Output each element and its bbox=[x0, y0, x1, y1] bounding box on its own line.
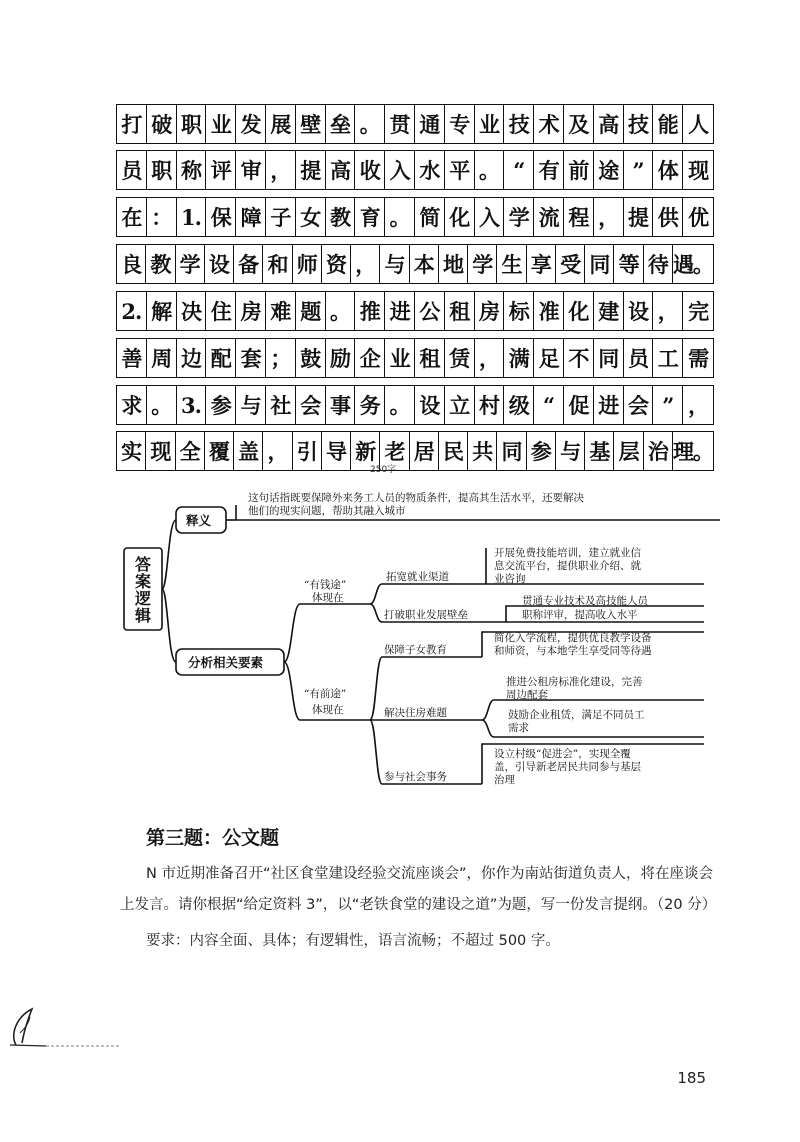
requirements-line: 要求：内容全面、具体；有逻辑性，语言流畅；不超过 500 字。 bbox=[146, 933, 560, 949]
answer-grid-cell: 工 bbox=[653, 339, 683, 377]
answer-grid-cell: 称 bbox=[177, 151, 207, 189]
detail-social: 设立村级“促进会”，实现全覆 bbox=[494, 748, 631, 760]
answer-grid-cell: 化 bbox=[445, 198, 475, 236]
answer-grid-cell: 企 bbox=[355, 339, 385, 377]
answer-grid-cell: 简 bbox=[415, 198, 445, 236]
answer-grid-cell: 引 bbox=[293, 432, 322, 470]
l3-social: 参与社会事务 bbox=[384, 771, 447, 783]
answer-grid-cell: ” bbox=[624, 151, 654, 189]
answer-grid-cell: 待 bbox=[644, 245, 673, 283]
answer-grid-cell: 学 bbox=[176, 245, 205, 283]
answer-grid-cell: 体 bbox=[653, 151, 683, 189]
answer-grid-cell: 受 bbox=[556, 245, 585, 283]
answer-grid-cell: 同 bbox=[497, 432, 526, 470]
answer-grid-cell: 全 bbox=[176, 432, 205, 470]
root-char: 答 bbox=[134, 555, 152, 574]
answer-grid-cell: 学 bbox=[468, 245, 497, 283]
answer-grid-cell: 教 bbox=[326, 198, 356, 236]
money-label: 体现在 bbox=[312, 592, 344, 604]
answer-grid-cell: 治 bbox=[644, 432, 673, 470]
detail-break: 职称评审，提高收入水平 bbox=[522, 609, 638, 621]
answer-grid-cell: 和 bbox=[263, 245, 292, 283]
answer-grid-cell: 职 bbox=[177, 105, 207, 143]
answer-grid-cell: 房 bbox=[475, 292, 505, 330]
answer-grid-cell: 设 bbox=[624, 292, 654, 330]
answer-grid-cell: 优 bbox=[688, 205, 709, 230]
answer-grid-cell: 参 bbox=[206, 386, 236, 424]
answer-grid-cell: 务 bbox=[355, 386, 385, 424]
answer-grid-cell: 参 bbox=[527, 432, 556, 470]
answer-grid-cell: 地 bbox=[439, 245, 468, 283]
answer-grid-cell: 同 bbox=[594, 339, 624, 377]
answer-grid-cell: 住 bbox=[206, 292, 236, 330]
answer-grid-cell: 边 bbox=[177, 339, 207, 377]
answer-grid-cell: 建 bbox=[594, 292, 624, 330]
answer-grid-cell: 壁 bbox=[296, 105, 326, 143]
answer-grid-cell: 水 bbox=[415, 151, 445, 189]
answer-grid-cell: 技 bbox=[624, 105, 654, 143]
answer-grid-cell: 提 bbox=[296, 151, 326, 189]
answer-grid-cell: 供 bbox=[653, 198, 683, 236]
answer-grid-cell: 入 bbox=[475, 198, 505, 236]
answer-grid-cell: 有 bbox=[534, 151, 564, 189]
answer-grid-cell: 享 bbox=[527, 245, 556, 283]
answer-grid-cell: 促 bbox=[564, 386, 594, 424]
answer-grid-cell: 业 bbox=[385, 339, 415, 377]
answer-grid-cell: 破 bbox=[147, 105, 177, 143]
answer-grid-cell: 垒 bbox=[326, 105, 356, 143]
answer-grid-cell: 完 bbox=[688, 299, 709, 324]
answer-grid-cell: 术 bbox=[534, 105, 564, 143]
answer-grid-cell: 覆 bbox=[205, 432, 234, 470]
answer-grid-cell: 审 bbox=[236, 151, 266, 189]
answer-grid-cell: 满 bbox=[504, 339, 534, 377]
detail-expand: 开展免费技能培训，建立就业信 bbox=[494, 547, 641, 559]
answer-grid-cell: 高 bbox=[326, 151, 356, 189]
answer-grid-cell: 生 bbox=[497, 245, 526, 283]
answer-grid-cell: 盖 bbox=[234, 432, 263, 470]
answer-grid-cell: 专 bbox=[445, 105, 475, 143]
l3-expand: 拓宽就业渠道 bbox=[386, 571, 449, 583]
answer-grid-cell: 。 bbox=[147, 386, 177, 424]
answer-grid-cell: 励 bbox=[326, 339, 356, 377]
root-char: 案 bbox=[134, 572, 152, 591]
answer-grid-cell: 2. bbox=[117, 292, 147, 330]
answer-grid-cell: 人 bbox=[688, 112, 709, 137]
answer-grid-cell: 居 bbox=[410, 432, 439, 470]
answer-grid-cell: 准 bbox=[534, 292, 564, 330]
answer-grid-cell: ， bbox=[351, 245, 380, 283]
answer-grid-cell: 与 bbox=[556, 432, 585, 470]
detail-edu: 和师资，与本地学生享受同等待遇 bbox=[494, 645, 652, 657]
answer-grid-cell: 遇。 bbox=[673, 252, 713, 277]
answer-grid-cell: ， bbox=[594, 198, 624, 236]
meaning-text: 这句话指既要保障外来务工人员的物质条件，提高其生活水平，还要解决 bbox=[248, 492, 584, 504]
answer-grid-cell: 员 bbox=[624, 339, 654, 377]
answer-grid-cell: 备 bbox=[234, 245, 263, 283]
detail-house-a: 推进公租房标准化建设，完善 bbox=[506, 676, 643, 688]
detail-edu: 简化入学流程，提供优良教学设备 bbox=[494, 632, 652, 644]
detail-house-b: 鼓励企业租赁，满足不同员工 bbox=[508, 709, 645, 721]
detail-expand: 息交流平台，提供职业介绍、就 bbox=[494, 560, 641, 572]
answer-grid-cell: 在 bbox=[117, 198, 147, 236]
answer-grid-cell: 周 bbox=[147, 339, 177, 377]
answer-grid-cell: 导 bbox=[322, 432, 351, 470]
answer-grid-cell: 求 bbox=[117, 386, 147, 424]
answer-grid-cell: 社 bbox=[266, 386, 296, 424]
answer-grid-cell: 村 bbox=[475, 386, 505, 424]
detail-break: 贯通专业技术及高技能人员 bbox=[522, 595, 648, 607]
answer-grid-cell: 基 bbox=[585, 432, 614, 470]
answer-grid-cell: 良 bbox=[117, 245, 146, 283]
answer-grid-cell: ， bbox=[688, 393, 709, 418]
answer-grid-cell: 现 bbox=[146, 432, 175, 470]
answer-grid-cell: 足 bbox=[534, 339, 564, 377]
answer-grid-cell: 本 bbox=[410, 245, 439, 283]
detail-social: 治理 bbox=[494, 774, 515, 786]
answer-grid-cell: 。 bbox=[385, 386, 415, 424]
answer-grid-cell: 事 bbox=[326, 386, 356, 424]
answer-grid-cell: 能 bbox=[653, 105, 683, 143]
meaning-text: 他们的现实问题，帮助其融入城市 bbox=[248, 505, 406, 517]
future-label: “有前途” bbox=[304, 688, 347, 700]
l3-break: 打破职业发展壁垒 bbox=[384, 609, 468, 621]
money-label: “有钱途” bbox=[304, 579, 347, 591]
answer-grid-cell: 会 bbox=[296, 386, 326, 424]
answer-grid-cell: 高 bbox=[594, 105, 624, 143]
answer-grid-cell: 等 bbox=[614, 245, 643, 283]
answer-grid-cell: 业 bbox=[206, 105, 236, 143]
answer-grid-cell: 化 bbox=[564, 292, 594, 330]
answer-grid-cell: 配 bbox=[206, 339, 236, 377]
answer-grid-cell: 保 bbox=[206, 198, 236, 236]
answer-grid-cell: 租 bbox=[445, 292, 475, 330]
section-title: 第三题：公文题 bbox=[146, 827, 280, 849]
answer-grid-cell: ， bbox=[263, 432, 292, 470]
answer-grid-cell: 程 bbox=[564, 198, 594, 236]
answer-grid-cell: 实 bbox=[117, 432, 146, 470]
answer-grid-cell: 同 bbox=[585, 245, 614, 283]
root-char: 逻 bbox=[134, 589, 152, 608]
answer-grid-cell: 设 bbox=[415, 386, 445, 424]
answer-grid-cell: 进 bbox=[385, 292, 415, 330]
answer-grid-cell: 设 bbox=[205, 245, 234, 283]
answer-grid-cell: 标 bbox=[504, 292, 534, 330]
answer-grid-cell: 打 bbox=[117, 105, 147, 143]
branch-meaning: 释义 bbox=[186, 513, 212, 528]
answer-grid-cell: 赁 bbox=[445, 339, 475, 377]
answer-grid-cell: 子 bbox=[266, 198, 296, 236]
answer-grid-cell: 。 bbox=[385, 198, 415, 236]
answer-grid-cell: 需 bbox=[688, 346, 709, 371]
answer-grid-cell: ， bbox=[475, 339, 505, 377]
answer-grid-cell: “ bbox=[534, 386, 564, 424]
answer-grid-cell: 立 bbox=[445, 386, 475, 424]
l3-house: 解决住房难题 bbox=[384, 707, 447, 719]
answer-grid-cell: 老 bbox=[380, 432, 409, 470]
answer-grid-cell: ” bbox=[653, 386, 683, 424]
answer-grid-cell: 收 bbox=[355, 151, 385, 189]
answer-grid-cell: 技 bbox=[504, 105, 534, 143]
answer-grid-cell: 房 bbox=[236, 292, 266, 330]
answer-grid-cell: 发 bbox=[236, 105, 266, 143]
page-number: 185 bbox=[677, 1069, 706, 1087]
answer-grid-cell: 通 bbox=[415, 105, 445, 143]
answer-grid-cell: 前 bbox=[564, 151, 594, 189]
detail-social: 盖，引导新老居民共同参与基层 bbox=[494, 761, 641, 773]
answer-grid-cell: ， bbox=[653, 292, 683, 330]
answer-grid-cell: 障 bbox=[236, 198, 266, 236]
answer-grid-cell: 学 bbox=[504, 198, 534, 236]
answer-grid-cell: 与 bbox=[380, 245, 409, 283]
answer-grid-cell: 共 bbox=[468, 432, 497, 470]
answer-grid-cell: 鼓 bbox=[296, 339, 326, 377]
answer-grid-cell: 题 bbox=[296, 292, 326, 330]
answer-grid-cell: 3. bbox=[177, 386, 207, 424]
detail-expand: 业咨询 bbox=[494, 573, 526, 585]
answer-grid-cell: 师 bbox=[293, 245, 322, 283]
answer-grid-cell: 。 bbox=[326, 292, 356, 330]
answer-grid-cell: 流 bbox=[534, 198, 564, 236]
pen-icon bbox=[2, 1005, 122, 1051]
answer-grid-cell: 公 bbox=[415, 292, 445, 330]
answer-grid-cell: 不 bbox=[564, 339, 594, 377]
answer-grid-cell: ； bbox=[266, 339, 296, 377]
answer-grid-cell: 育 bbox=[355, 198, 385, 236]
question-line: N 市近期准备召开“社区食堂建设经验交流座谈会”，你作为南站街道负责人，将在座谈会 bbox=[146, 866, 713, 882]
answer-grid-cell: 平 bbox=[445, 151, 475, 189]
answer-grid-cell: 资 bbox=[322, 245, 351, 283]
answer-grid-cell: ， bbox=[266, 151, 296, 189]
answer-grid-cell: 业 bbox=[475, 105, 505, 143]
detail-house-a: 周边配套 bbox=[506, 689, 548, 701]
question-line: 上发言。请你根据“给定资料 3”，以“老铁食堂的建设之道”为题，写一份发言提纲。（20 分） bbox=[120, 897, 717, 913]
answer-grid-cell: 展 bbox=[266, 105, 296, 143]
answer-grid-cell: 现 bbox=[688, 158, 709, 183]
answer-grid-cell: 民 bbox=[439, 432, 468, 470]
answer-grid-cell: 级 bbox=[504, 386, 534, 424]
answer-grid-cell: 难 bbox=[266, 292, 296, 330]
root-char: 辑 bbox=[134, 606, 152, 625]
answer-grid-cell: 入 bbox=[385, 151, 415, 189]
detail-house-b: 需求 bbox=[508, 722, 529, 734]
answer-grid-cell: 善 bbox=[117, 339, 147, 377]
answer-grid-cell: 1. bbox=[177, 198, 207, 236]
answer-grid-cell: 租 bbox=[415, 339, 445, 377]
answer-grid-cell: 决 bbox=[177, 292, 207, 330]
answer-grid-cell: 理。 bbox=[673, 439, 713, 464]
answer-grid-cell: 提 bbox=[624, 198, 654, 236]
answer-grid-cell: 评 bbox=[206, 151, 236, 189]
answer-grid-cell: 。 bbox=[475, 151, 505, 189]
answer-grid-cell: ： bbox=[147, 198, 177, 236]
answer-grid-cell: 职 bbox=[147, 151, 177, 189]
word-count: 250字 bbox=[370, 465, 397, 475]
answer-grid-cell: 女 bbox=[296, 198, 326, 236]
answer-grid-cell: 途 bbox=[594, 151, 624, 189]
answer-grid-cell: 贯 bbox=[385, 105, 415, 143]
branch-analysis: 分析相关要素 bbox=[188, 655, 264, 670]
answer-grid-cell: 进 bbox=[594, 386, 624, 424]
answer-grid-cell: 解 bbox=[147, 292, 177, 330]
answer-grid-cell: 层 bbox=[614, 432, 643, 470]
answer-grid-cell: 套 bbox=[236, 339, 266, 377]
l3-edu: 保障子女教育 bbox=[384, 644, 447, 656]
answer-grid-cell: 。 bbox=[355, 105, 385, 143]
answer-grid-cell: 与 bbox=[236, 386, 266, 424]
answer-grid-cell: 会 bbox=[624, 386, 654, 424]
answer-grid-cell: 教 bbox=[146, 245, 175, 283]
answer-grid-cell: 员 bbox=[117, 151, 147, 189]
future-label: 体现在 bbox=[312, 704, 344, 716]
answer-grid-cell: 新 bbox=[351, 432, 380, 470]
answer-grid-cell: “ bbox=[504, 151, 534, 189]
answer-grid-cell: 推 bbox=[355, 292, 385, 330]
answer-grid-cell: 及 bbox=[564, 105, 594, 143]
